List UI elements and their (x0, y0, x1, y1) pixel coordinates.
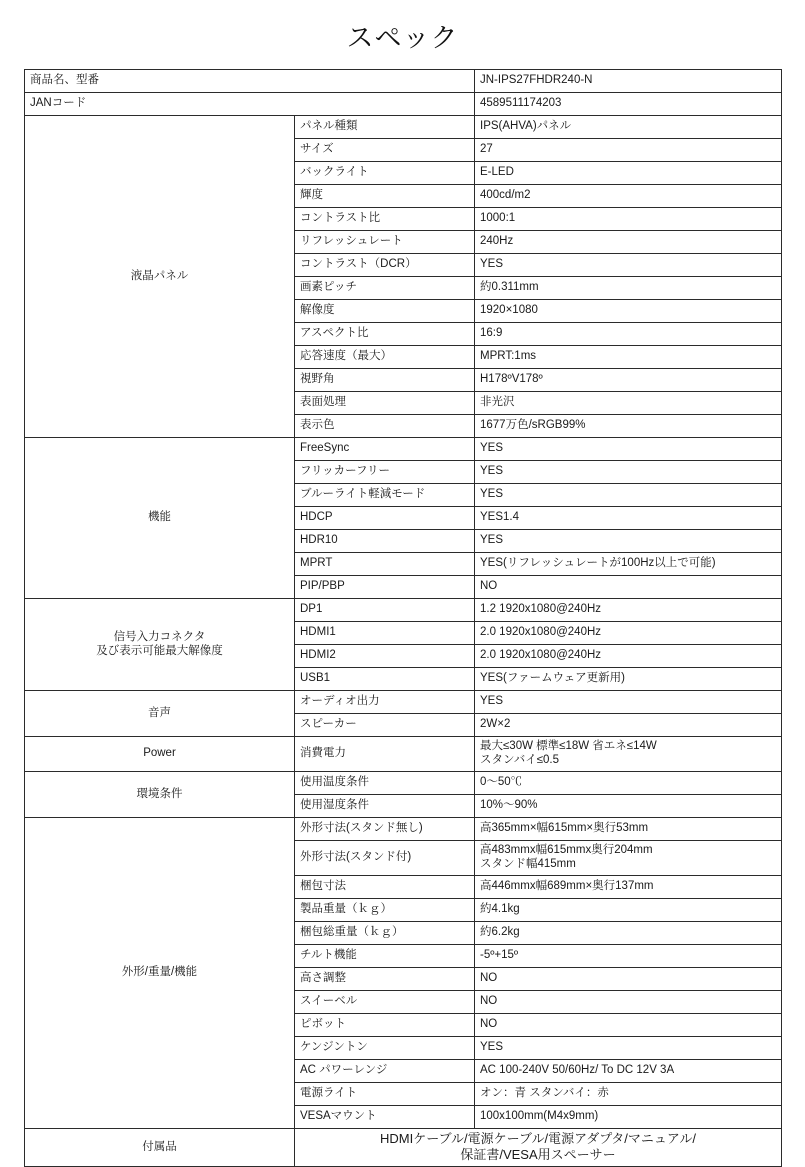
row-value: 1.2 1920x1080@240Hz (475, 599, 782, 622)
accessory-line-1: HDMIケーブル/電源ケーブル/電源アダプタ/マニュアル/ (380, 1130, 696, 1146)
table-row (25, 70, 782, 93)
row-label: 商品名、型番 (25, 70, 475, 93)
row-value: 16:9 (475, 323, 782, 346)
row-sublabel: ケンジントン (295, 1036, 475, 1059)
page-title: スペック (346, 23, 459, 53)
row-sublabel: USB1 (295, 668, 475, 691)
row-sublabel: 輝度 (295, 185, 475, 208)
row-sublabel: コントラスト（DCR） (295, 254, 475, 277)
row-sublabel: VESAマウント (295, 1105, 475, 1128)
row-value: YES(リフレッシュレートが100Hz以上で可能) (475, 553, 782, 576)
row-value: YES (475, 484, 782, 507)
row-sublabel: ピボット (295, 1013, 475, 1036)
row-value: 27 (475, 139, 782, 162)
row-sublabel: オーディオ出力 (295, 691, 475, 714)
row-value: NO (475, 1013, 782, 1036)
row-value: 1677万色/sRGB99% (475, 415, 782, 438)
row-value: 100x100mm(M4x9mm) (475, 1105, 782, 1128)
group-label-line-1: 信号入力コネクタ (113, 630, 206, 643)
row-sublabel: スイーベル (295, 990, 475, 1013)
row-value: 400cd/m2 (475, 185, 782, 208)
row-sublabel: 外形寸法(スタンド付) (295, 840, 475, 875)
specification-table (24, 69, 782, 1167)
row-value: YES(ファームウェア更新用) (475, 668, 782, 691)
row-value: 約4.1kg (475, 898, 782, 921)
row-sublabel: 応答速度（最大） (295, 346, 475, 369)
group-label-lcd-panel: 液晶パネル (25, 116, 295, 438)
table-row (25, 599, 782, 622)
table-row (25, 691, 782, 714)
row-value: E-LED (475, 162, 782, 185)
row-value: 2.0 1920x1080@240Hz (475, 645, 782, 668)
row-value: IPS(AHVA)パネル (475, 116, 782, 139)
row-value: 高365mm×幅615mm×奥行53mm (475, 817, 782, 840)
group-label-features: 機能 (25, 438, 295, 599)
row-value: 約6.2kg (475, 921, 782, 944)
row-sublabel: フリッカーフリー (295, 461, 475, 484)
row-sublabel: 視野角 (295, 369, 475, 392)
table-row (25, 737, 782, 772)
row-sublabel: PIP/PBP (295, 576, 475, 599)
table-row (25, 93, 782, 116)
row-value: 0〜50℃ (475, 771, 782, 794)
row-sublabel: 梱包寸法 (295, 875, 475, 898)
row-value: オン：青 スタンバイ：赤 (475, 1082, 782, 1105)
row-value: NO (475, 967, 782, 990)
row-sublabel: 解像度 (295, 300, 475, 323)
row-sublabel: 外形寸法(スタンド無し) (295, 817, 475, 840)
row-value: YES (475, 438, 782, 461)
row-sublabel: 製品重量（ｋｇ） (295, 898, 475, 921)
group-label-signal-input (25, 599, 295, 691)
spec-table-body (25, 70, 782, 1167)
row-value: MPRT:1ms (475, 346, 782, 369)
row-sublabel: リフレッシュレート (295, 231, 475, 254)
power-value-line-1: 最大≤30W 標準≤18W 省エネ≤14W (480, 740, 657, 752)
row-value: 高446mmx幅689mm×奥行137mm (475, 875, 782, 898)
row-sublabel: 高さ調整 (295, 967, 475, 990)
row-sublabel: AC パワーレンジ (295, 1059, 475, 1082)
row-sublabel: 表面処理 (295, 392, 475, 415)
row-value: 1000:1 (475, 208, 782, 231)
row-sublabel: 使用湿度条件 (295, 794, 475, 817)
row-sublabel: 消費電力 (295, 737, 475, 772)
group-label-environment: 環境条件 (25, 771, 295, 817)
row-value: YES (475, 254, 782, 277)
row-sublabel: DP1 (295, 599, 475, 622)
row-sublabel: コントラスト比 (295, 208, 475, 231)
group-label-dimensions: 外形/重量/機能 (25, 817, 295, 1128)
row-value: 1920×1080 (475, 300, 782, 323)
row-value: YES (475, 691, 782, 714)
group-label-audio: 音声 (25, 691, 295, 737)
dimension-value-line-2: スタンド幅415mm (480, 858, 576, 871)
row-value: NO (475, 576, 782, 599)
row-sublabel: チルト機能 (295, 944, 475, 967)
row-sublabel: 電源ライト (295, 1082, 475, 1105)
row-sublabel: MPRT (295, 553, 475, 576)
table-row (25, 116, 782, 139)
group-label-power: Power (25, 737, 295, 772)
row-sublabel: アスペクト比 (295, 323, 475, 346)
accessory-line-2: 保証書/VESA用スペーサー (460, 1146, 616, 1162)
row-sublabel: サイズ (295, 139, 475, 162)
group-label-line-2: 及び表示可能最大解像度 (96, 645, 223, 657)
row-value: H178ºV178º (475, 369, 782, 392)
row-sublabel: HDMI1 (295, 622, 475, 645)
row-value: NO (475, 990, 782, 1013)
row-sublabel: HDR10 (295, 530, 475, 553)
row-value: YES (475, 1036, 782, 1059)
row-value: 240Hz (475, 231, 782, 254)
row-value: AC 100-240V 50/60Hz/ To DC 12V 3A (475, 1059, 782, 1082)
row-sublabel: バックライト (295, 162, 475, 185)
table-row (25, 438, 782, 461)
row-value (475, 737, 782, 772)
dimension-value-line-1: 高483mmx幅615mmx奥行204mm (480, 843, 653, 856)
row-sublabel: HDMI2 (295, 645, 475, 668)
table-row (25, 817, 782, 840)
table-row (25, 771, 782, 794)
row-value: YES1.4 (475, 507, 782, 530)
row-value: JN-IPS27FHDR240-N (475, 70, 782, 93)
row-value: 4589511174203 (475, 93, 782, 116)
row-sublabel: 表示色 (295, 415, 475, 438)
row-label: JANコード (25, 93, 475, 116)
row-value: 非光沢 (475, 392, 782, 415)
row-sublabel: 梱包総重量（ｋｇ） (295, 921, 475, 944)
row-sublabel: HDCP (295, 507, 475, 530)
row-value: -5º+15º (475, 944, 782, 967)
row-value: 10%〜90% (475, 794, 782, 817)
row-value: YES (475, 461, 782, 484)
power-value-line-2: スタンバイ≤0.5 (480, 754, 559, 767)
accessory-value (295, 1128, 782, 1167)
row-value: 2W×2 (475, 714, 782, 737)
row-sublabel: パネル種類 (295, 116, 475, 139)
row-value (475, 840, 782, 875)
row-sublabel: ブルーライト軽減モード (295, 484, 475, 507)
group-label-accessory: 付属品 (25, 1128, 295, 1167)
row-sublabel: FreeSync (295, 438, 475, 461)
row-sublabel: スピーカー (295, 714, 475, 737)
row-sublabel: 使用温度条件 (295, 771, 475, 794)
row-value: YES (475, 530, 782, 553)
row-sublabel: 画素ピッチ (295, 277, 475, 300)
row-value: 2.0 1920x1080@240Hz (475, 622, 782, 645)
row-value: 約0.311mm (475, 277, 782, 300)
table-row-accessory (25, 1128, 782, 1167)
